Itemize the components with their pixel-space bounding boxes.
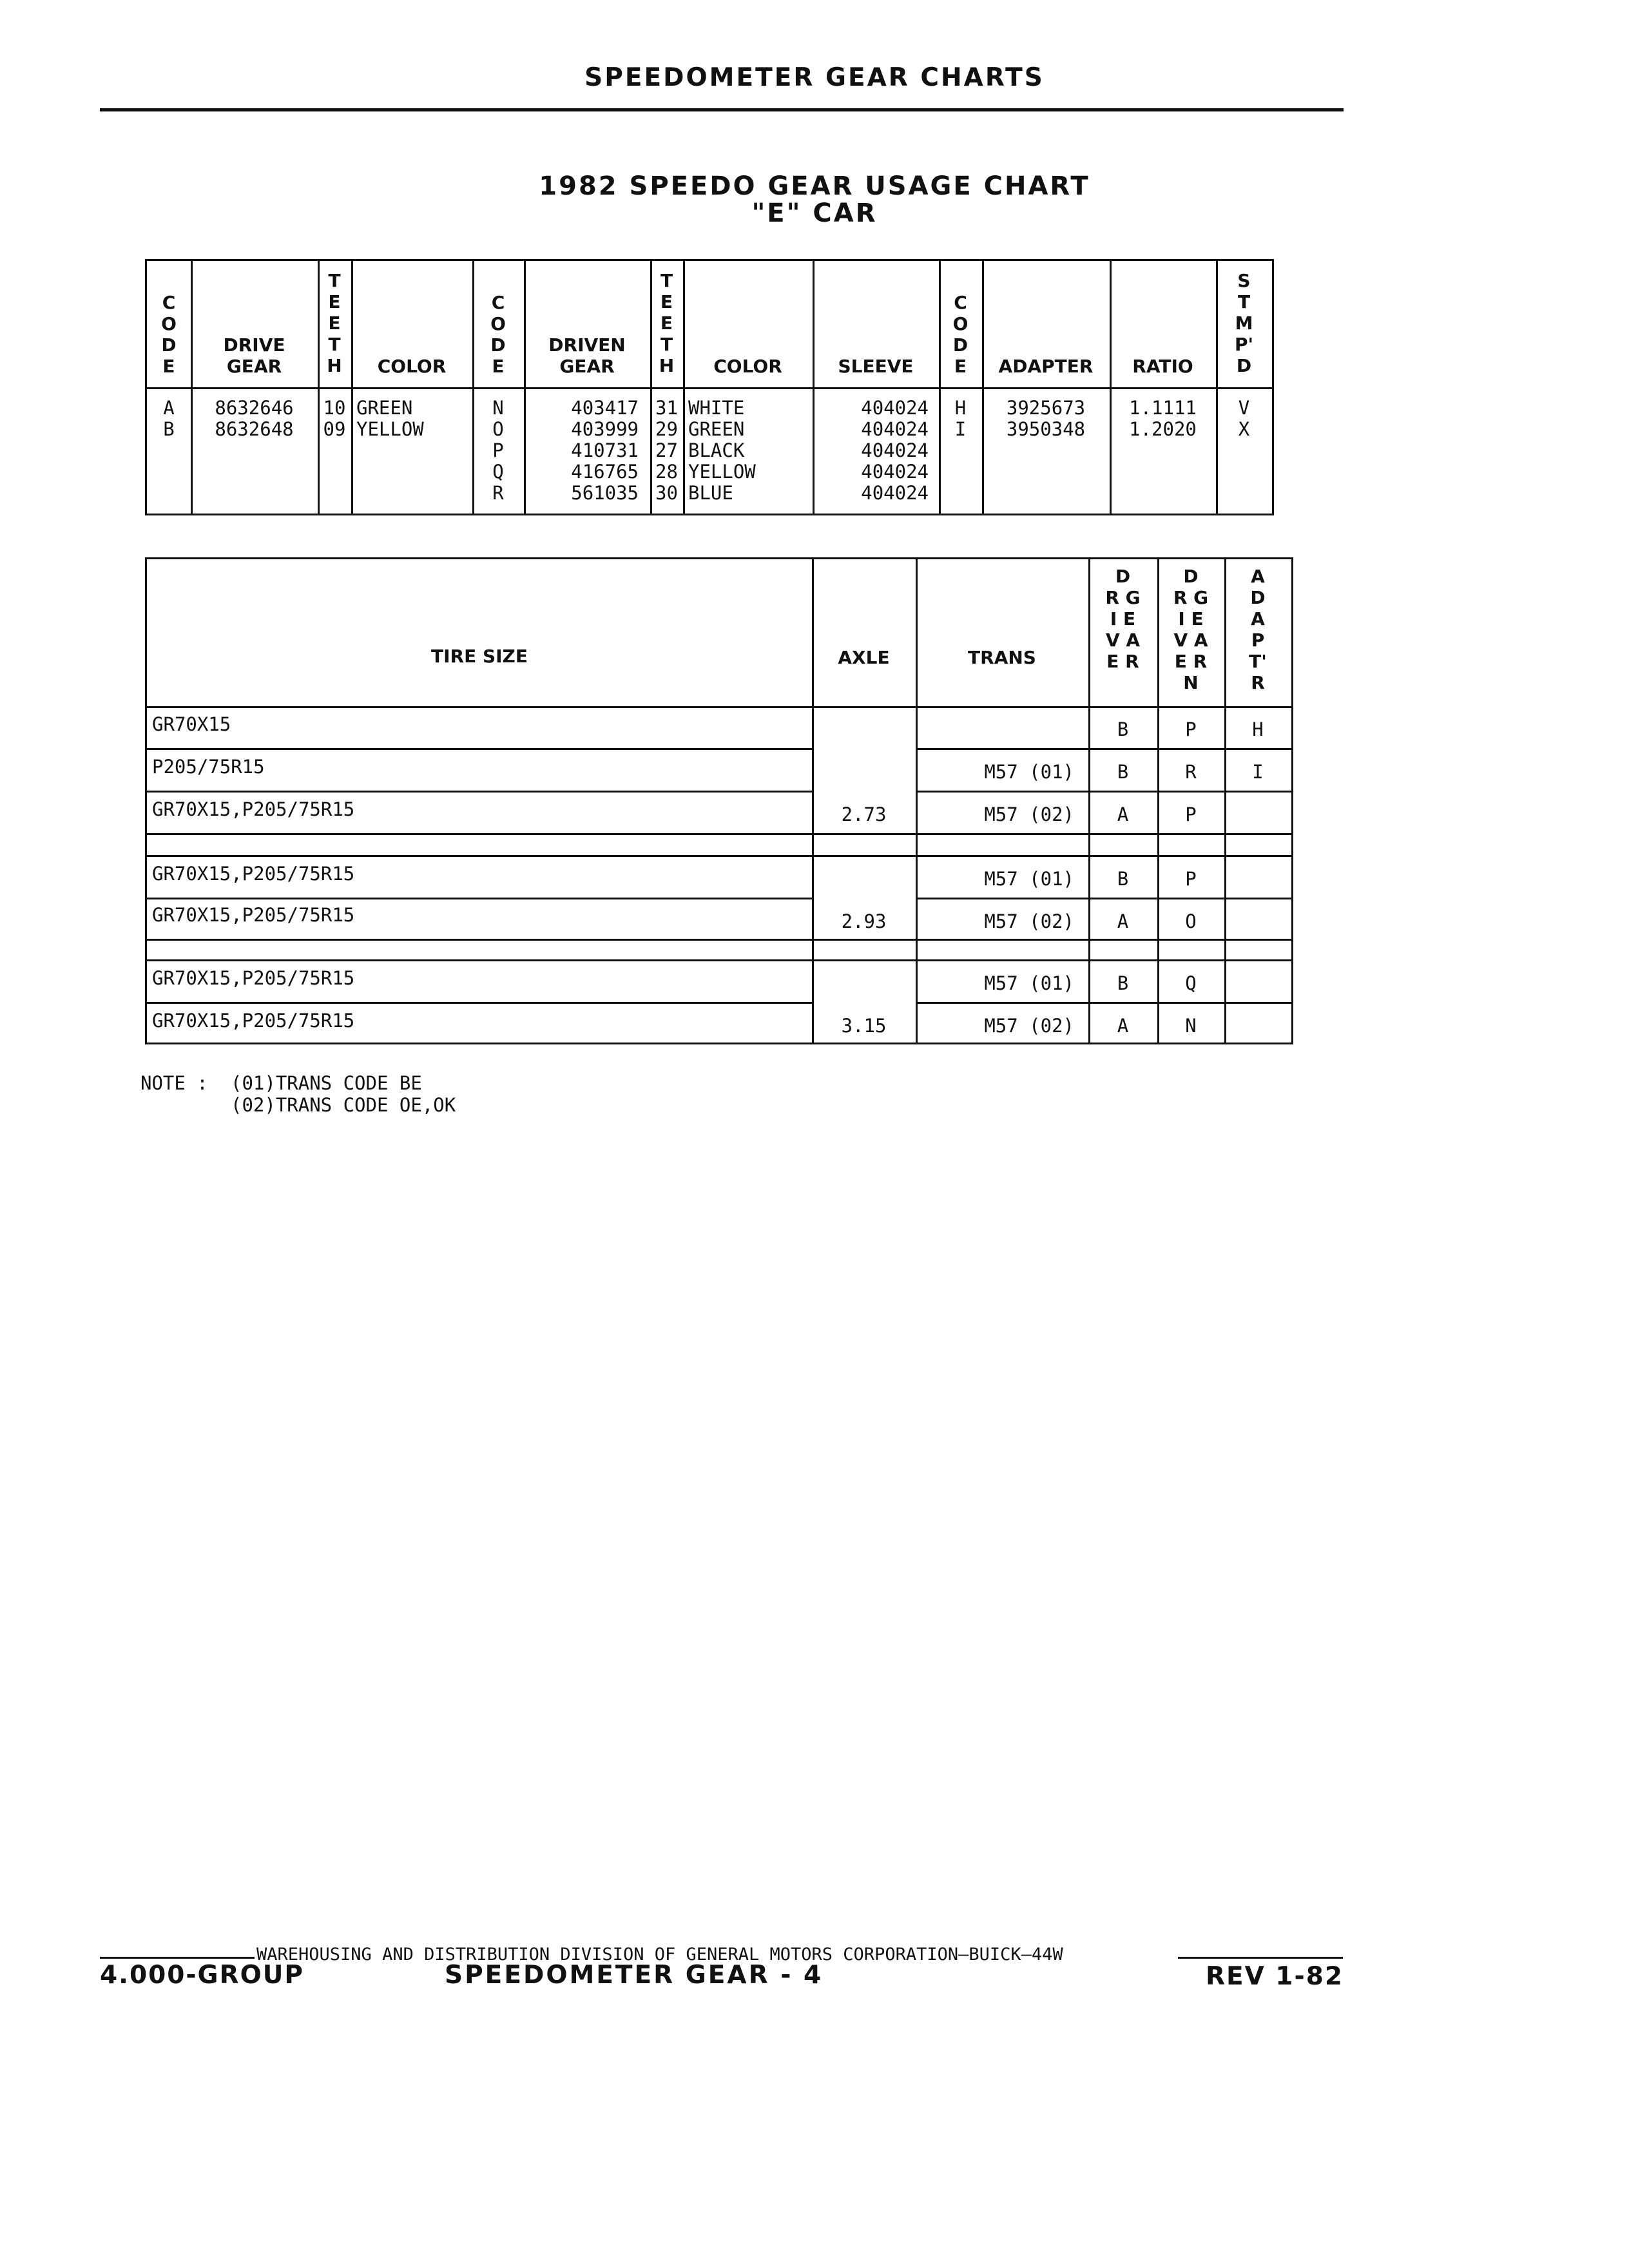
- adapter-header: A D A P T' R: [1249, 566, 1267, 693]
- code-header: C O D E: [490, 292, 506, 377]
- chart-title: 1982 SPEEDO GEAR USAGE CHART: [539, 171, 1090, 201]
- footer-rule-right: [1178, 1957, 1343, 1959]
- drive-gear-cell: B: [1117, 761, 1129, 783]
- stamped-header: S T M P' D: [1234, 270, 1254, 376]
- axle-cell: 2.73: [841, 803, 887, 825]
- driven-teeth-column: 31 29 27 28 30: [655, 397, 678, 504]
- sleeve-column: 404024 404024 404024 404024 404024: [861, 397, 929, 504]
- adapter-column: 3925673 3950348: [1006, 397, 1086, 440]
- gear-table: [145, 259, 1274, 515]
- drive-gear-cell: B: [1117, 972, 1129, 994]
- ratio-column: 1.1111 1.2020: [1129, 397, 1197, 440]
- drive-color-column: GREEN YELLOW: [356, 397, 424, 440]
- note-label: NOTE :: [140, 1072, 208, 1094]
- axle-cell: 3.15: [841, 1015, 887, 1037]
- drive-code-column: A B: [163, 397, 175, 440]
- page-header: SPEEDOMETER GEAR CHARTS: [584, 63, 1045, 92]
- tire-size-cell: GR70X15,P205/75R15: [152, 904, 355, 926]
- adapter-cell: I: [1252, 761, 1264, 783]
- drive-gear-cell: A: [1117, 910, 1129, 932]
- footer-distribution: WAREHOUSING AND DISTRIBUTION DIVISION OF GENERAL MOTORS CORPORATION—BUICK—44W: [256, 1945, 1063, 1965]
- driven-gear-cell: O: [1185, 910, 1197, 932]
- drive-gear-header: D R G I E V A E R: [1105, 566, 1141, 672]
- driven-gear-cell: P: [1185, 803, 1197, 825]
- tire-size-cell: GR70X15,P205/75R15: [152, 1010, 355, 1032]
- drive-gear-cell: A: [1117, 1015, 1129, 1037]
- driven-gear-header: D R G I E V A E R N: [1173, 566, 1209, 693]
- tire-size-cell: GR70X15,P205/75R15: [152, 863, 355, 885]
- driven-gear-cell: P: [1185, 718, 1197, 740]
- header-rule: [100, 108, 1344, 111]
- footer-section: SPEEDOMETER GEAR - 4: [445, 1961, 824, 1990]
- drive-gear-header: DRIVE GEAR: [223, 334, 285, 377]
- stamped-column: V X: [1238, 397, 1250, 440]
- driven-gear-cell: N: [1185, 1015, 1197, 1037]
- note-line: (02)TRANS CODE OE,OK: [231, 1094, 456, 1116]
- axle-cell: 2.93: [841, 910, 887, 932]
- driven-gear-cell: Q: [1185, 972, 1197, 994]
- tire-size-cell: P205/75R15: [152, 756, 265, 778]
- adapter-cell: H: [1252, 718, 1264, 740]
- footer-group: 4.000-GROUP: [100, 1961, 304, 1990]
- tire-size-header: TIRE SIZE: [431, 646, 528, 667]
- chart-subtitle: "E" CAR: [751, 198, 878, 228]
- drive-teeth-column: 10 09: [323, 397, 346, 440]
- color-header: COLOR: [377, 356, 447, 377]
- driven-gear-cell: R: [1185, 761, 1197, 783]
- driven-code-column: N O P Q R: [492, 397, 504, 504]
- footer-rule-left: [100, 1957, 255, 1959]
- driven-gear-header: DRIVEN GEAR: [548, 334, 626, 377]
- tire-size-cell: GR70X15,P205/75R15: [152, 798, 355, 820]
- tire-size-cell: GR70X15,P205/75R15: [152, 967, 355, 989]
- driven-color-column: WHITE GREEN BLACK YELLOW BLUE: [688, 397, 756, 504]
- axle-header: AXLE: [838, 647, 890, 668]
- driven-gear-column: 403417 403999 410731 416765 561035: [571, 397, 639, 504]
- drive-gear-cell: B: [1117, 718, 1129, 740]
- trans-cell: M57 (01): [984, 761, 1074, 783]
- adapter-code-column: H I: [954, 397, 967, 440]
- usage-table: [145, 557, 1293, 1044]
- trans-cell: M57 (02): [984, 1015, 1074, 1037]
- adapter-header: ADAPTER: [998, 356, 1094, 377]
- note-line: (01)TRANS CODE BE: [231, 1072, 422, 1094]
- teeth-header: T E E T H: [659, 270, 675, 376]
- trans-cell: M57 (02): [984, 910, 1074, 932]
- trans-cell: M57 (02): [984, 803, 1074, 825]
- drive-gear-cell: A: [1117, 803, 1129, 825]
- trans-cell: M57 (01): [984, 868, 1074, 890]
- ratio-header: RATIO: [1132, 356, 1193, 377]
- driven-gear-cell: P: [1185, 868, 1197, 890]
- drive-gear-cell: B: [1117, 868, 1129, 890]
- drive-gear-column: 8632646 8632648: [215, 397, 294, 440]
- sleeve-header: SLEEVE: [838, 356, 914, 377]
- tire-size-cell: GR70X15: [152, 713, 231, 735]
- color-header: COLOR: [713, 356, 782, 377]
- code-header: C O D E: [952, 292, 969, 377]
- teeth-header: T E E T H: [327, 270, 342, 376]
- trans-header: TRANS: [968, 647, 1036, 668]
- trans-cell: M57 (01): [984, 972, 1074, 994]
- code-header: C O D E: [161, 292, 177, 377]
- footer-revision: REV 1-82: [1205, 1962, 1344, 1991]
